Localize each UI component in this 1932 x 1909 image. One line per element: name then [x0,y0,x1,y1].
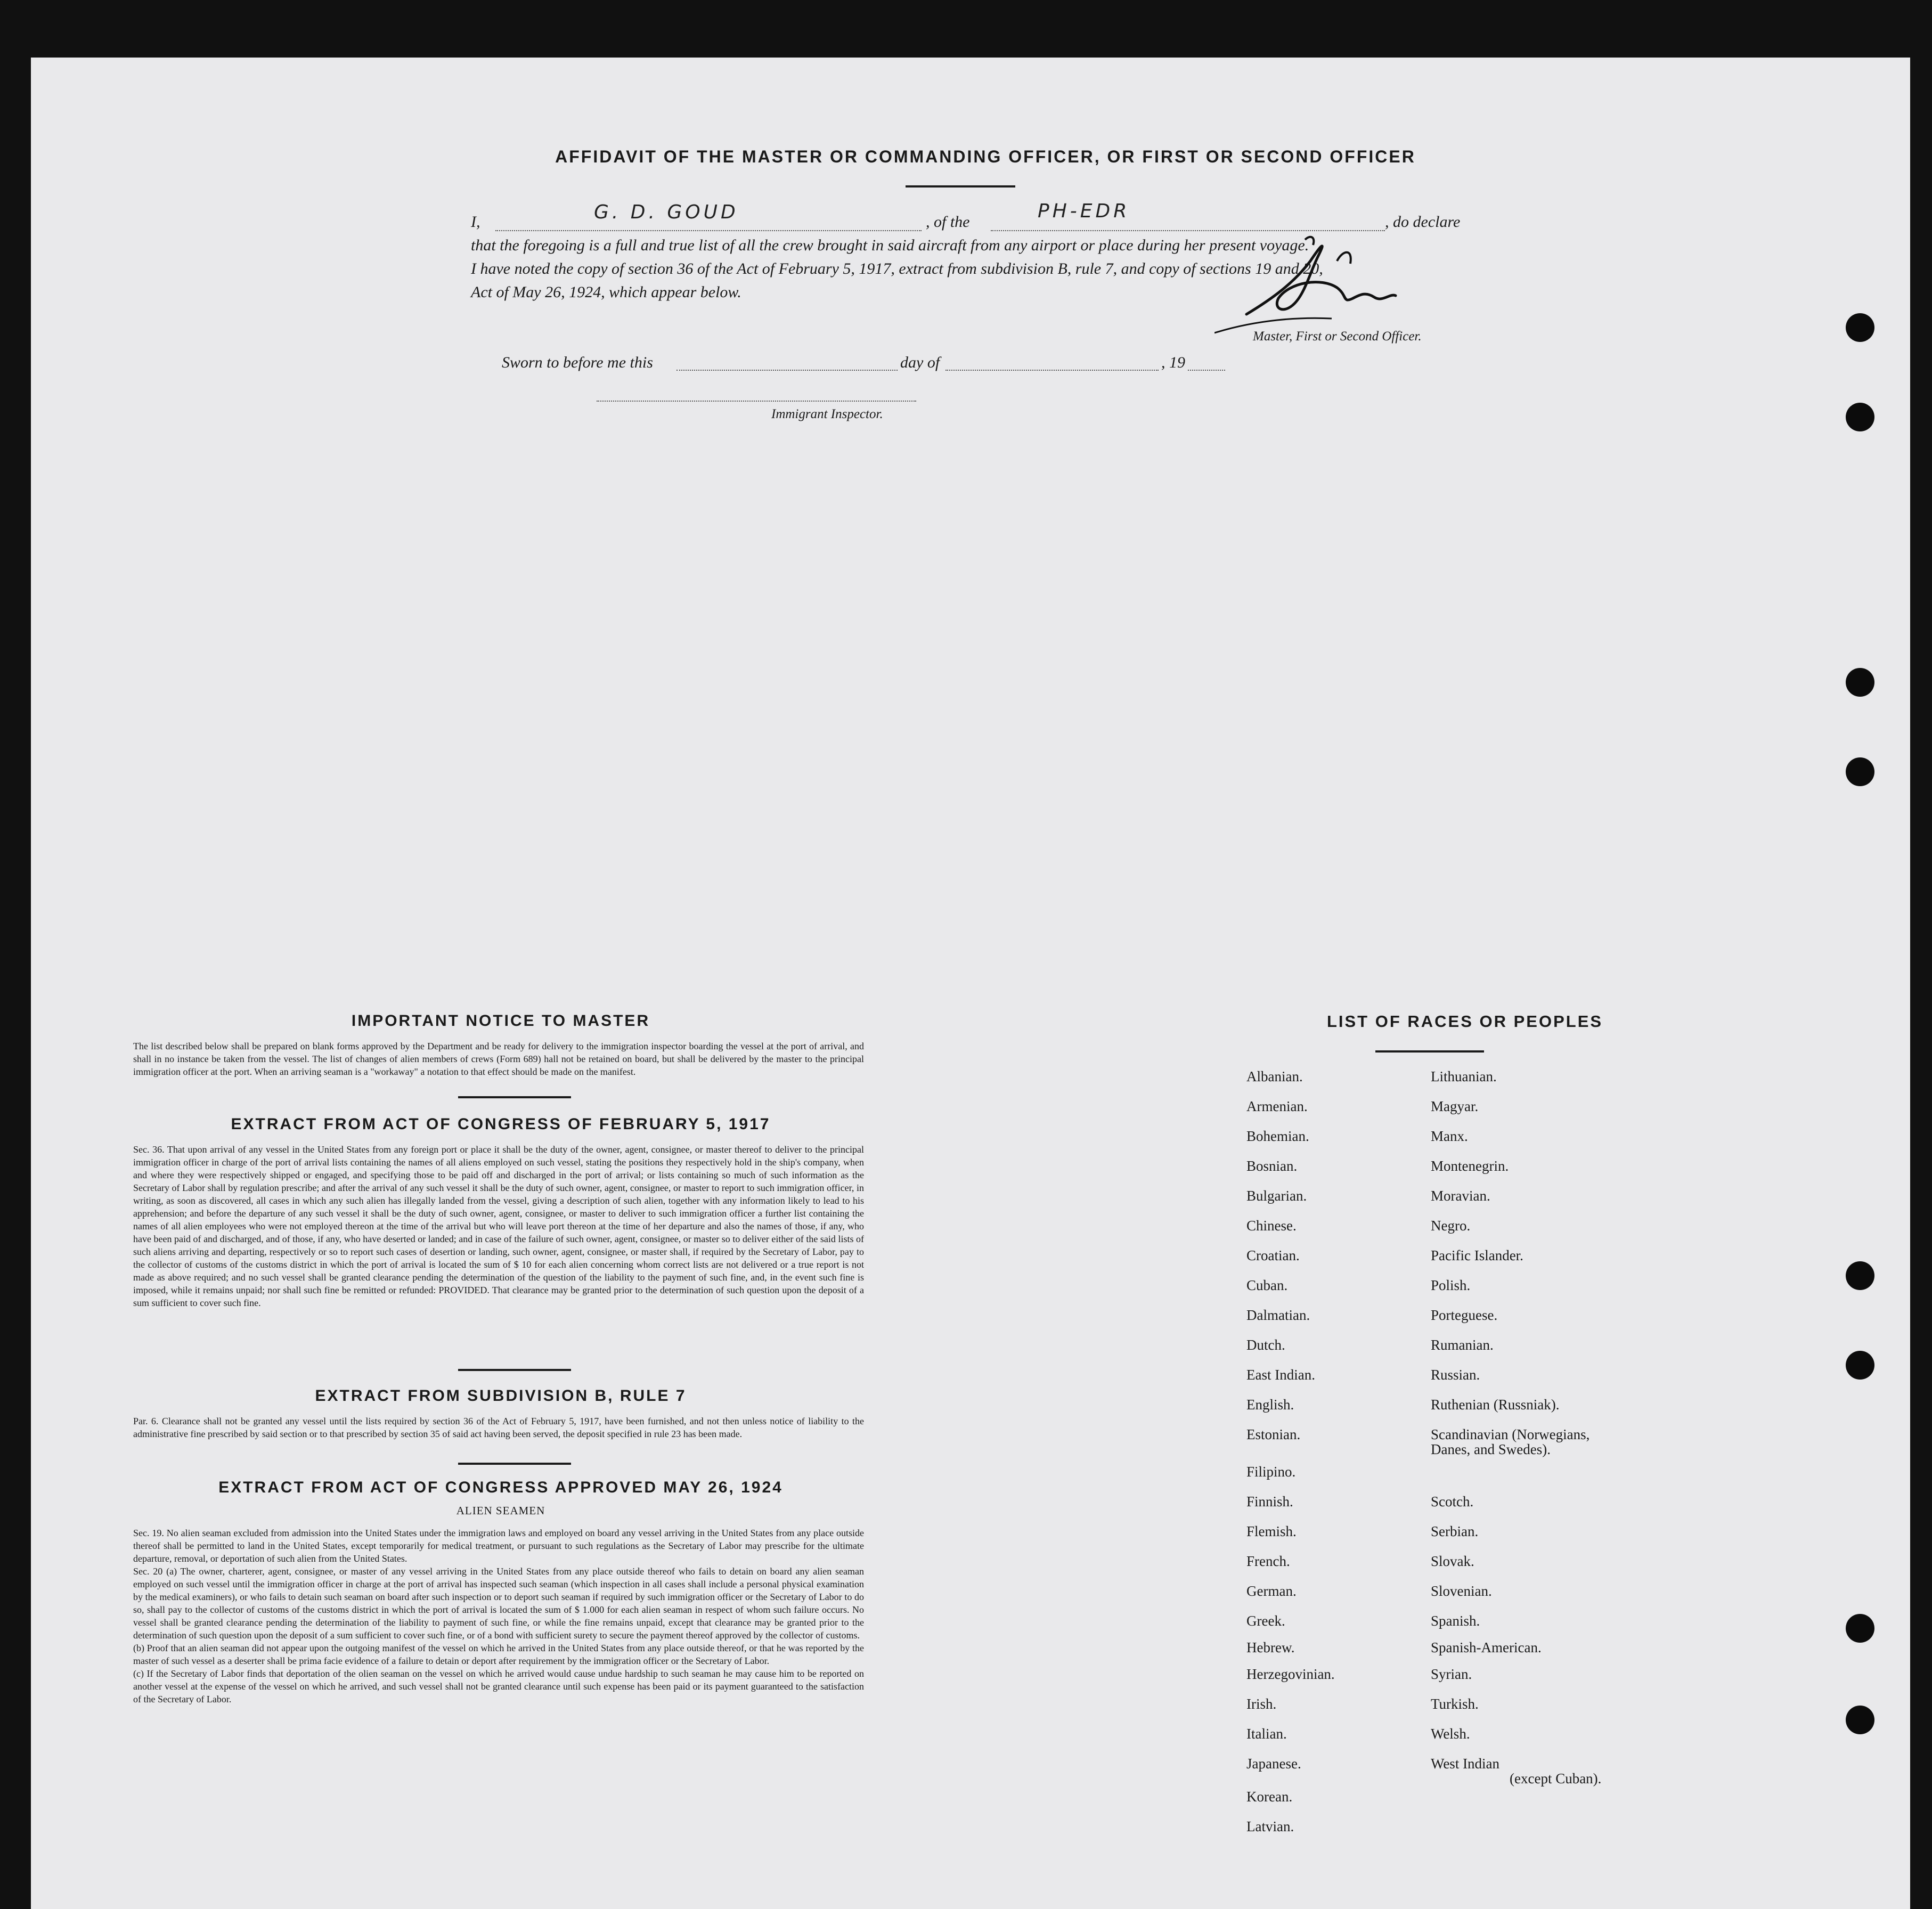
race-item: Korean. [1246,1789,1293,1805]
races-title-rule [1375,1050,1484,1053]
race-item: Chinese. [1246,1218,1297,1234]
race-item: Armenian. [1246,1098,1308,1114]
day-of-label: day of [900,354,940,371]
races-title: LIST OF RACES OR PEOPLES [1326,1012,1603,1031]
race-item: Hebrew. [1246,1639,1295,1655]
race-item: Bulgarian. [1246,1188,1307,1204]
do-declare-label: , do declare [1385,213,1461,231]
aircraft-handwritten: PH-EDR [1038,200,1130,222]
affidavit-title: AFFIDAVIT OF THE MASTER OR COMMANDING OFFICER, OR FIRST OR SECOND OFFICER [555,147,1416,166]
race-item: Spanish-American. [1431,1639,1542,1655]
race-item: English. [1246,1397,1294,1413]
of-the-label: , of the [926,213,970,231]
race-item: Estonian. [1246,1426,1301,1442]
race-item: Magyar. [1431,1098,1479,1114]
punch-hole [1846,313,1874,342]
race-item: Italian. [1246,1726,1287,1742]
sec-20b-paragraph: (b) Proof that an alien seaman did not appear upon the outgoing manifest of the vessel on which he arrived in the United States from any place outside thereof, or that he was reported by the master of such vessel as a deserter shall be prima facie evidence of a failure to detain or deport after requirement by the immigration officer or the Secretary of Labor. [133,1643,864,1666]
sworn-day-line [676,370,898,371]
race-item: Slovak. [1431,1553,1474,1569]
race-item: Ruthenian (Russniak). [1431,1397,1560,1413]
race-item: Serbian. [1431,1523,1479,1539]
race-item: West Indian [1431,1756,1500,1772]
race-item: Herzegovinian. [1246,1666,1335,1682]
master-signature [1214,224,1417,341]
affidavit-line3: I have noted the copy of section 36 of the Act of February 5, 1917, extract from subdivision B, rule 7, and copy of sections 19 and 20, [471,260,1323,278]
race-item: Cuban. [1246,1277,1288,1293]
punch-hole [1846,1261,1874,1290]
race-item: Dutch. [1246,1337,1285,1353]
punch-hole [1846,1706,1874,1734]
punch-hole [1846,668,1874,697]
notice-body: The list described below shall be prepared on blank forms approved by the Department and be ready for delivery to the immigration inspector boarding the vessel at the port of arrival, and shall in no instance be taken from the vessel. The list of changes of alien members of crews (Form 689) hall not be retained on board, but shall be delivered by the master to the principal immigration officer at the port. When an arriving seaman is a "workaway" a notation to that effect should be made on the manifest. [133,1041,864,1077]
race-item: Greek. [1246,1613,1285,1629]
notice-rule [458,1096,571,1098]
race-item: Danes, and Swedes). [1431,1441,1551,1457]
race-item: Russian. [1431,1367,1480,1383]
inspector-signature-line [597,401,916,402]
race-item: Dalmatian. [1246,1307,1310,1323]
extract-1917-body: Sec. 36. That upon arrival of any vessel in the United States from any foreign port or place it shall be the duty of the owner, agent, consignee, or master thereof to deliver to the principal immigration officer in charge of the port of arrival lists containing the names of all aliens employed on such vessel, stating the positions they respectively hold in the ship's company, when and where they were respectively shipped or engaged, and specifying those to be paid off and discharged in the port of arrival; or lists containing so much of such information as the Secretary of Labor shall by regulation prescribe; and after the arrival of any such vessel it shall be the duty of such owner, agent, consignee, or master to report to such immigration officer, in writing, as soon as discovered, all cases in which any such alien has illegally landed from the vessel, giving a description of such alien, together with any information likely to lead to his apprehension; and before the departure of any such vessel it shall be the duty of such owner, agent, consignee, or master to deliver to such immigration officer a further list containing the names of all alien employees who were not employed thereon at the time of the arrival but who will leave port thereon at the time of her departure and also the names of those, if any, who have been paid of and discharged, and of those, if any, who have deserted or landed; and in case of the failure of such owner, agent, consignee, or master so to deliver either of the said lists of such aliens arriving and departing, respectively or so to report such cases of desertion or landing, such owner, agent, consignee, or master shall, if required by the Secretary of Labor, pay to the collector of customs of the customs district in which the port of arrival is located the sum of $ 10 for each alien concerning whom correct lists are not delivered or a true report is not made as above required; and no such vessel shall be granted clearance pending the determination of the question of the liability to the payment of such fine, and, in the event such fine is imposed, while it remains unpaid; nor shall such fine be remitted or refunded: PROVIDED. That clearance may be granted prior to the determination of such question upon the deposit of a sum sufficient to cover such fine. [133,1144,864,1308]
name-field-line [495,230,922,231]
affidavit-line4: Act of May 26, 1924, which appear below. [471,283,741,301]
sec-20a-paragraph: Sec. 20 (a) The owner, charterer, agent, consignee, or master of any vessel arriving in the United States from any place outside thereof who fails to detain on board any alien seaman employed on such vessel until the immigration officer in charge at the port of arrival has inspected such seaman (which inspection in all cases shall include a personal physical examination by the medical examiners), or who fails to detain such seaman on board after such inspection or to deport such seaman if required by such immigration officer or the Secretary of Labor to do so, shall pay to the collector of customs of the customs district in which the port of arrival is located the sum of $ 1.000 for each alien seaman in respect of whom such failure occurs. No vessel shall be granted clearance pending the determination of the liability to payment of such fine, or while the fine remains unpaid, except that clearance may be granted prior to the determination of such question upon the deposit of a sum sufficient to cover such fine, or of a bond with sufficient surety to secure the payment thereof approved by the collector of customs. [133,1566,864,1641]
inspector-caption: Immigrant Inspector. [771,407,883,421]
sec-19-paragraph: Sec. 19. No alien seaman excluded from admission into the United States under the immigration laws and employed on board any vessel arriving in the United States from any place outside thereof shall be permitted to land in the United States, except temporarily for medical treatment, or pursuant to such regulations as the Secretary of Labor may prescribe for the ultimate departure, removal, or deportation of such alien from the United States. [133,1528,864,1564]
race-item: Bosnian. [1246,1158,1298,1174]
race-item: Rumanian. [1431,1337,1494,1353]
rule-7-rule [458,1463,571,1465]
race-item: Scotch. [1431,1494,1474,1510]
signature-caption: Master, First or Second Officer. [1253,329,1422,344]
race-item: German. [1246,1583,1297,1599]
extract-1917-rule [458,1369,571,1371]
sec-20c-paragraph: (c) If the Secretary of Labor finds that deportation of the olien seaman on the vessel on which he arrived would cause undue hardship to such seaman he may cause him to be reported on another vessel at the expense of the vessel on which he arrived, and such vessel shall not be granted clearance until such expense has been paid or its payment guaranteed to the satisfaction of the Secretary of Labor. [133,1668,864,1704]
affidavit-line1-i: I, [471,213,480,231]
race-item: Negro. [1431,1218,1471,1234]
race-item: Bohemian. [1246,1128,1309,1144]
race-item: Polish. [1431,1277,1471,1293]
race-item: Pacific Islander. [1431,1247,1523,1263]
sworn-prefix: Sworn to before me this [502,354,653,371]
punch-hole [1846,1614,1874,1643]
race-item: Manx. [1431,1128,1468,1144]
year-prefix: , 19 [1161,354,1185,371]
race-item: (except Cuban). [1510,1771,1602,1786]
race-item: Turkish. [1431,1696,1479,1712]
race-item: French. [1246,1553,1290,1569]
punch-hole [1846,403,1874,431]
rule-7-body: Par. 6. Clearance shall not be granted any vessel until the lists required by section 36 of the Act of February 5, 1917, have been furnished, and not then unless notice of liability to the administrative fine prescribed by said section or to that prescribed by section 35 of said act having been served, the deposit specified in rule 23 has been made. [133,1416,864,1439]
race-item: Spanish. [1431,1613,1480,1629]
race-item: Welsh. [1431,1726,1470,1742]
master-name-handwritten: G. D. GOUD [594,201,739,223]
sworn-year-line [1188,370,1225,371]
extract-1917-title: EXTRACT FROM ACT OF CONGRESS OF FEBRUARY 5, 1917 [231,1115,771,1133]
extract-1924-title: EXTRACT FROM ACT OF CONGRESS APPROVED MAY 26, 1924 [218,1479,783,1496]
race-item: Moravian. [1431,1188,1490,1204]
rule-7-title: EXTRACT FROM SUBDIVISION B, RULE 7 [315,1387,687,1405]
race-item: Slovenian. [1431,1583,1492,1599]
alien-seamen-subtitle: ALIEN SEAMEN [456,1504,545,1517]
race-item: Croatian. [1246,1247,1300,1263]
extract-1924-body [133,1527,864,1706]
race-item: Syrian. [1431,1666,1472,1682]
race-item: Japanese. [1246,1756,1301,1772]
race-item: Finnish. [1246,1494,1293,1510]
race-item: Scandinavian (Norwegians, [1431,1426,1590,1442]
notice-title: IMPORTANT NOTICE TO MASTER [351,1012,650,1030]
sworn-month-line [945,370,1159,371]
race-item: East Indian. [1246,1367,1315,1383]
race-item: Flemish. [1246,1523,1297,1539]
race-item: Porteguese. [1431,1307,1498,1323]
race-item: Latvian. [1246,1818,1294,1834]
race-item: Irish. [1246,1696,1277,1712]
affidavit-line2: that the foregoing is a full and true list of all the crew brought in said aircraft from any airport or place during her present voyage. [471,236,1309,254]
race-item: Lithuanian. [1431,1068,1497,1084]
affidavit-title-rule [906,185,1015,187]
punch-hole [1846,757,1874,786]
race-item: Filipino. [1246,1464,1296,1480]
race-item: Montenegrin. [1431,1158,1509,1174]
race-item: Albanian. [1246,1068,1303,1084]
punch-hole [1846,1351,1874,1380]
